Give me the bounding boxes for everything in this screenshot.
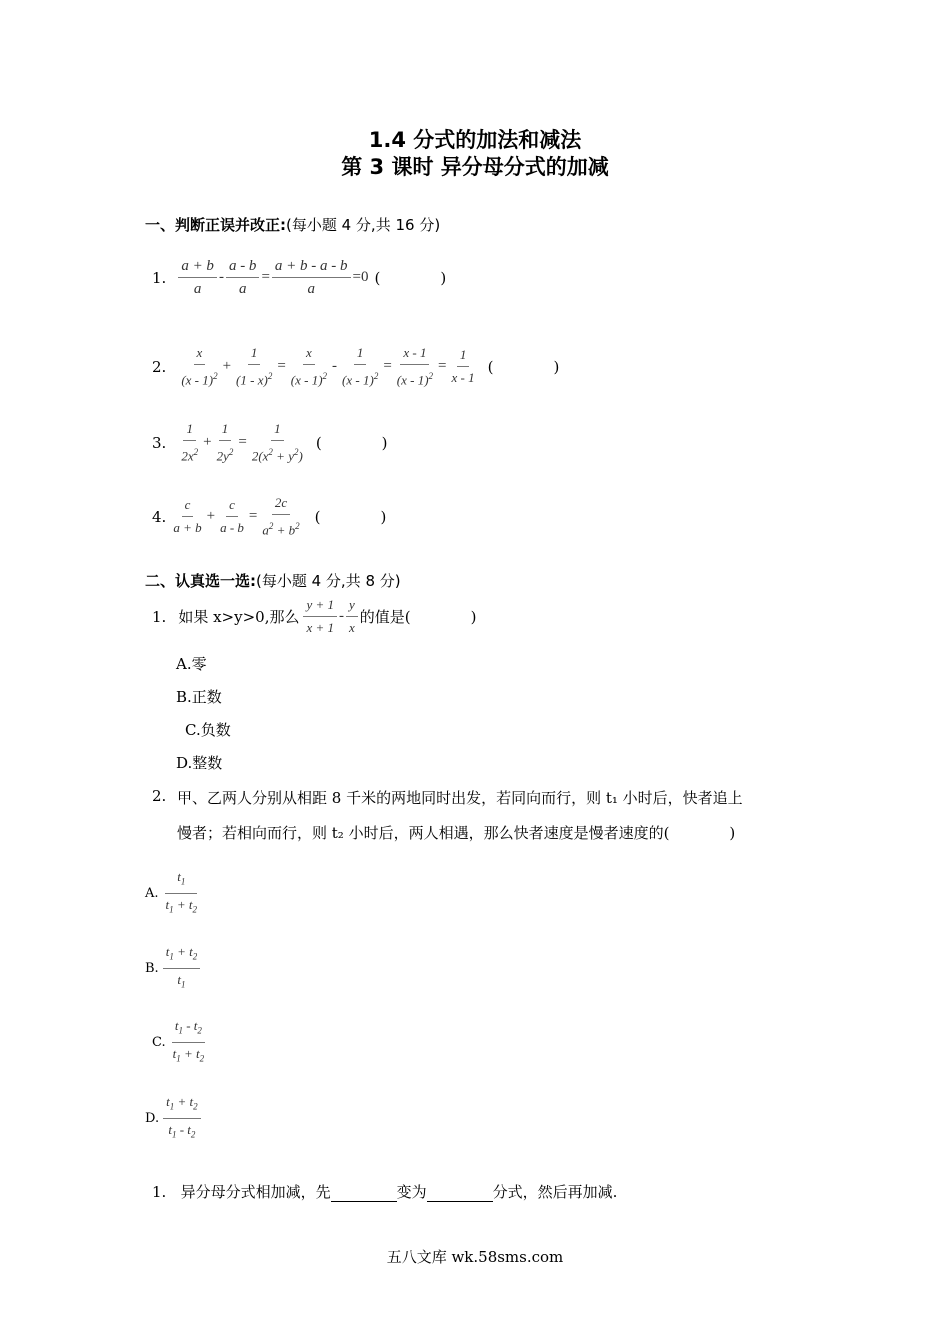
s2-q2-option-d xyxy=(145,1093,201,1143)
section2-heading xyxy=(145,570,401,591)
s1-item-2: 2. $\frac{x}{(x - 1)^2}$ + $\frac{1}{(1 - x)^2}$ = $\frac{x}{(x - 1)^2}$ - $\frac{1}{(x - 1)^2}$ = $\frac{x - 1}{(x - 1)^2}$ = $\frac{1}{x - 1}$ ( ) xyxy=(152,345,560,388)
s2-q1-num: 1. xyxy=(152,607,167,626)
s1-item-4-num: 4. xyxy=(152,507,167,526)
s2-q1-option-b: B.正数 xyxy=(176,688,222,706)
page-title-line2: 第 3 课时 异分母分式的加减 xyxy=(341,155,609,179)
s1-item-4-paren: ( ) xyxy=(314,508,387,527)
section1-heading xyxy=(145,214,440,235)
formula-fraction: $\frac{x - 1}{(x - 1)^2}$ xyxy=(396,345,434,388)
s2-q1: 1. 如果 x>y>0,那么 $\frac{y + 1}{x + 1}$ - $\frac{y}{x}$ 的值是( ) xyxy=(152,597,477,635)
fill-blank-2[interactable] xyxy=(427,1187,493,1202)
s2-q2-line2: 慢者；若相向而行，则 t₂ 小时后，两人相遇，那么快者速度是慢者速度的( ) xyxy=(177,824,736,842)
formula-fraction: $\frac{t_1 - t_2}{t_1 + t_2}$ xyxy=(172,1018,205,1064)
formula-fraction: $\frac{1}{2x^2}$ xyxy=(181,421,199,464)
s2-q1-prefix: 如果 x>y>0,那么 xyxy=(178,608,300,626)
s3-item-1 xyxy=(152,1181,617,1202)
s1-item-2-num: 2. xyxy=(152,357,167,376)
s1-item-4: 4. $\frac{c}{a + b}$ + $\frac{c}{a - b}$ = $\frac{2c}{a^2 + b^2}$ ( ) xyxy=(152,495,387,538)
s1-item-1-paren: ( ) xyxy=(374,269,447,287)
section2-note: (每小题 4 分,共 8 分) xyxy=(256,572,401,590)
formula-fraction: $\frac{y}{x}$ xyxy=(346,596,358,637)
s1-item-1-num: 1. xyxy=(152,268,167,287)
page-title-line1: 1.4 分式的加法和减法 xyxy=(368,128,582,152)
s2-q1-option-c: C.负数 xyxy=(185,721,231,739)
s2-q2-num: 2. xyxy=(152,787,167,805)
s2-q2-line1: 甲、乙两人分别从相距 8 千米的两地同时出发，若同向而行，则 t₁ 小时后，快者追上 xyxy=(177,789,743,807)
s1-item-3: 3. $\frac{1}{2x^2}$ + $\frac{1}{2y^2}$ = $\frac{1}{2(x^2 + y^2)}$ ( ) xyxy=(152,421,388,464)
s1-item-3-paren: ( ) xyxy=(315,434,388,453)
page-footer: 五八文库 wk.58sms.com xyxy=(386,1248,564,1266)
formula-fraction: $\frac{a + b}{a}$ xyxy=(178,257,217,298)
s2-q2-option-d-label: D. xyxy=(145,1110,160,1126)
formula-fraction: $\frac{1}{2(x^2 + y^2)}$ xyxy=(251,421,303,464)
formula-fraction: $\frac{1}{2y^2}$ xyxy=(216,421,234,464)
s1-item-2-paren: ( ) xyxy=(487,358,560,377)
s2-q2-option-a xyxy=(145,868,200,918)
formula-fraction: $\frac{c}{a - b}$ xyxy=(220,497,244,536)
formula-fraction: $\frac{t_1 + t_2}{t_1}$ xyxy=(163,943,201,993)
section1-heading-text: 一、判断正误并改正: xyxy=(145,216,286,234)
section2-heading-text: 二、认真选一选: xyxy=(145,572,256,590)
s1-item-1: 1. $\frac{a + b}{a}$ - $\frac{a - b}{a}$ = $\frac{a + b - a - b}{a}$ =0 ( ) xyxy=(152,258,447,297)
fill-blank-1[interactable] xyxy=(331,1187,397,1202)
formula-fraction: $\frac{t_1 + t_2}{t_1 - t_2}$ xyxy=(163,1093,201,1143)
formula-fraction: $\frac{c}{a + b}$ xyxy=(173,497,202,536)
s3-item-1-part2: 变为 xyxy=(396,1183,427,1201)
s2-q2-option-c-label: C. xyxy=(152,1034,166,1050)
s2-q2-option-b xyxy=(145,943,200,993)
formula-fraction: $\frac{a + b - a - b}{a}$ xyxy=(272,257,351,298)
formula-fraction: $\frac{a - b}{a}$ xyxy=(226,257,260,298)
s2-q2-option-b-label: B. xyxy=(145,960,159,976)
s2-q1-option-d: D.整数 xyxy=(176,754,223,772)
formula-fraction: $\frac{1}{(x - 1)^2}$ xyxy=(342,345,379,388)
section1-note: (每小题 4 分,共 16 分) xyxy=(286,216,441,234)
s2-q1-suffix: 的值是( ) xyxy=(359,608,477,626)
s2-q2-option-a-label: A. xyxy=(145,885,159,901)
s3-item-1-part3: 分式，然后再加减. xyxy=(492,1183,618,1201)
formula-fraction: $\frac{1}{x - 1}$ xyxy=(451,347,475,386)
formula-fraction: $\frac{t_1}{t_1 + t_2}$ xyxy=(165,869,198,915)
formula-fraction: $\frac{2c}{a^2 + b^2}$ xyxy=(262,495,300,538)
formula-fraction: $\frac{y + 1}{x + 1}$ xyxy=(303,596,337,637)
s2-q1-option-a: A.零 xyxy=(176,655,207,673)
formula-fraction: $\frac{x}{(x - 1)^2}$ xyxy=(181,345,218,388)
s1-item-3-num: 3. xyxy=(152,433,167,452)
s3-item-1-num: 1. xyxy=(152,1183,167,1201)
formula-fraction: $\frac{1}{(1 - x)^2}$ xyxy=(236,345,273,388)
formula-fraction: $\frac{x}{(x - 1)^2}$ xyxy=(290,345,328,388)
s3-item-1-part1: 异分母分式相加减，先 xyxy=(180,1183,331,1201)
s2-q2-option-c xyxy=(152,1017,207,1067)
